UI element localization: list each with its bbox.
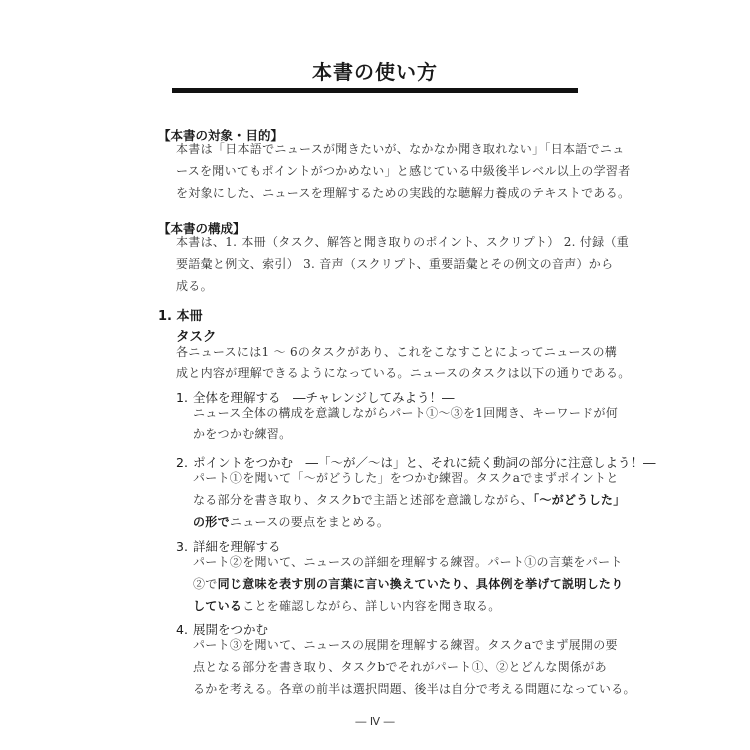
section-heading-target: 【本書の対象・目的】	[158, 128, 284, 143]
task-2-line-3	[193, 511, 389, 533]
section-heading-structure: 【本書の構成】	[158, 221, 246, 236]
task-title: 詳細を理解する	[193, 539, 281, 554]
main-book-line-1: 各ニュースには1 ～ 6のタスクがあり、これをこなすことによってニュースの構	[176, 345, 618, 359]
task-number: 1.	[176, 390, 188, 405]
task-2-line-3-emphasis: の形で	[193, 515, 230, 529]
task-4-line-1: パート③を聞いて、ニュースの展開を理解する練習。タスクaでまず展開の要	[193, 638, 618, 652]
main-book-line-2: 成と内容が理解できるようになっている。ニュースのタスクは以下の通りである。	[176, 366, 631, 380]
target-line-3: を対象にした、ニュースを理解するための実践的な聴解力養成のテキストである。	[176, 186, 631, 200]
task-number: 3.	[176, 539, 188, 554]
task-title: ポイントをつかむ ―「～が／～は」と、それに続く動詞の部分に注意しよう！―	[193, 455, 656, 470]
task-title: 展開をつかむ	[193, 622, 269, 637]
task-3-line-2	[193, 573, 624, 595]
task-2-line-2	[193, 489, 626, 511]
page-title: 本書の使い方	[312, 60, 438, 84]
task-1-line-2: かをつかむ練習。	[193, 427, 292, 441]
structure-line-3: 成る。	[176, 279, 213, 293]
task-3-line-2-text: ②で	[193, 577, 218, 591]
target-line-2: ースを聞いてもポイントがつかめない」と感じている中級後半レベル以上の学習者	[176, 164, 631, 178]
task-1-line-1: ニュース全体の構成を意識しながらパート①～③を1回聞き、キーワードが何	[193, 406, 619, 420]
structure-line-1: 本書は、1. 本冊（タスク、解答と聞き取りのポイント、スクリプト） 2. 付録（重	[176, 235, 630, 249]
subheading-task: タスク	[176, 329, 217, 345]
task-title: 全体を理解する ―チャレンジしてみよう！―	[193, 390, 455, 405]
task-3-line-2-emphasis: 同じ意味を表す別の言葉に言い換えていたり、具体例を挙げて説明したり	[217, 577, 624, 591]
task-number: 4.	[176, 622, 188, 637]
task-2-line-1: パート①を聞いて「～がどうした」をつかむ練習。タスクaでまずポイントと	[193, 471, 619, 485]
task-3-line-3	[193, 595, 501, 617]
task-3-line-3-emphasis: している	[193, 599, 243, 613]
task-4-line-2: 点となる部分を書き取り、タスクbでそれがパート①、②とどんな関係があ	[193, 660, 607, 674]
task-2-line-3-text: ニュースの要点をまとめる。	[229, 515, 390, 529]
task-2-line-2-text: なる部分を書き取り、タスクbで主語と述部を意識しながら、	[193, 493, 534, 507]
task-4-line-3: るかを考える。各章の前半は選択問題、後半は自分で考える問題になっている。	[193, 682, 636, 696]
page-number: ― Ⅳ ―	[355, 715, 395, 728]
task-number: 2.	[176, 455, 188, 470]
section-heading-main-book: 1. 本冊	[158, 309, 203, 324]
target-line-1: 本書は「日本語でニュースが聞きたいが、なかなか聞き取れない」「日本語でニュ	[176, 142, 625, 156]
structure-line-2: 要語彙と例文、索引） 3. 音声（スクリプト、重要語彙とその例文の音声）から	[176, 257, 614, 271]
task-3-line-3-text: ことを確認しながら、詳しい内容を聞き取る。	[242, 599, 501, 613]
title-rule	[172, 88, 578, 93]
task-3-line-1: パート②を聞いて、ニュースの詳細を理解する練習。パート①の言葉をパート	[193, 555, 623, 569]
task-2-line-2-emphasis: 「～がどうした」	[533, 493, 626, 507]
